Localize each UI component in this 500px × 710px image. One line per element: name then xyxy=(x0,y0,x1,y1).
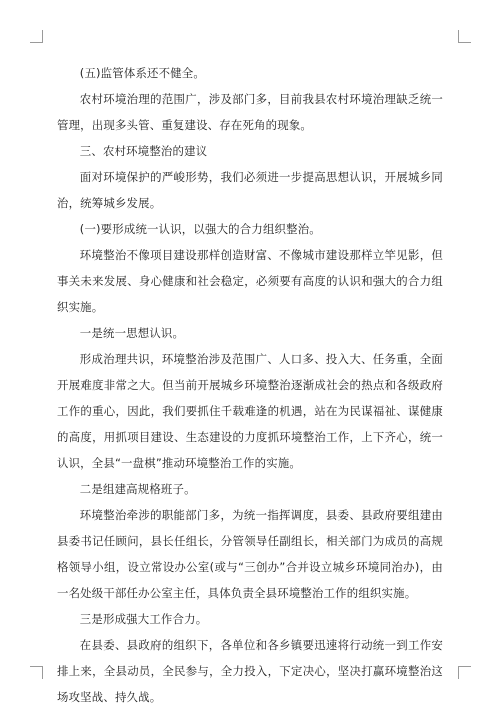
document-body xyxy=(57,60,443,710)
page-corner-mark-top-left xyxy=(30,30,43,43)
section-heading-suggestions: 三、农村环境整治的建议 xyxy=(79,144,208,158)
paragraph-leadership-team: 环境整治牵涉的职能部门多，为统一指挥调度，县委、县政府要组建由县委书记任顾问，县长任组长，分管领导任副组长，相关部门为成员的高规格领导小组，设立常设办公室(或与“三创办”合并设立城乡环境同治办)，由一名处级干部任办公室主任，具体负责全县环境整治工作的组织实施。 xyxy=(57,508,443,600)
paragraph-unified-understanding: 环境整治不像项目建设那样创造财富、不像城市建设那样立竿见影，但事关未来发展、身心健康和社会稳定，必须要有高度的认识和强大的合力组织实施。 xyxy=(57,248,443,314)
subheading-unified-understanding: (一)要形成统一认识，以强大的合力组织整治。 xyxy=(79,222,321,236)
page-corner-mark-top-right xyxy=(458,30,471,43)
point-heading-unify-thinking: 一是统一思想认识。 xyxy=(79,326,185,340)
paragraph-supervision-body: 农村环境治理的范围广，涉及部门多，目前我县农村环境治理缺乏统一管理，出现多头管、重复建设、存在死角的现象。 xyxy=(57,92,443,132)
paragraph-supervision-heading: (五)监管体系还不健全。 xyxy=(79,66,205,80)
paragraph-unify-thinking: 形成治理共识，环境整治涉及范围广、人口多、投入大、任务重，全面开展难度非常之大。但当前开展城乡环境整治逐渐成社会的热点和各级政府工作的重心，因此，我们要抓住千载难逢的机遇，站在为民谋福祉、谋健康的高度，用抓项目建设、生态建设的力度抓环境整治工作，上下齐心，统一认识，全县“一盘棋”推动环境整治工作的实施。 xyxy=(57,352,443,470)
point-heading-joint-force: 三是形成强大工作合力。 xyxy=(79,612,208,626)
page-corner-mark-bottom-right xyxy=(458,666,471,679)
point-heading-leadership-team: 二是组建高规格班子。 xyxy=(79,482,196,496)
paragraph-joint-force: 在县委、县政府的组织下，各单位和各乡镇要迅速将行动统一到工作安排上来，全县动员，全民参与，全力投入，下定决心，坚决打赢环境整治这场攻坚战、持久战。 xyxy=(57,638,443,704)
page-corner-mark-bottom-left xyxy=(30,666,43,679)
paragraph-suggestions-intro: 面对环境保护的严峻形势，我们必须进一步提高思想认识，开展城乡同治，统筹城乡发展。 xyxy=(57,170,443,210)
